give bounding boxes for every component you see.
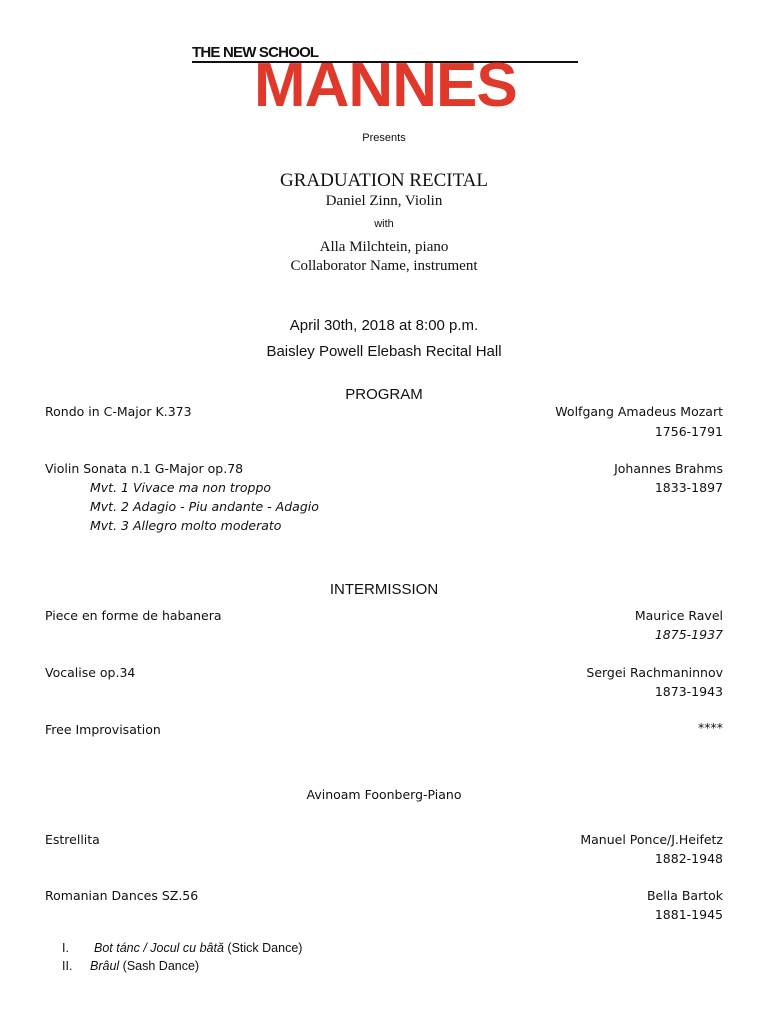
piece-composer: Maurice Ravel (634, 608, 723, 623)
piece-title: Rondo in C-Major K.373 (45, 404, 192, 419)
piece-years: 1882-1948 (654, 851, 723, 866)
piece-composer: **** (698, 720, 723, 735)
piece-composer: Bella Bartok (646, 888, 723, 903)
piece-title: Romanian Dances SZ.56 (45, 888, 199, 903)
piece-title: Piece en forme de habanera (45, 608, 222, 623)
pianist-credit: Avinoam Foonberg-Piano (306, 787, 462, 802)
piece-years: 1833-1897 (654, 480, 723, 495)
presents-text: Presents (362, 132, 406, 144)
piece-title: Estrellita (45, 832, 100, 847)
piece-composer: Manuel Ponce/J.Heifetz (580, 832, 723, 847)
movement-1: Mvt. 1 Vivace ma non troppo (90, 480, 272, 495)
piece-years: 1873-1943 (654, 684, 723, 699)
recital-title: GRADUATION RECITAL (280, 170, 488, 191)
movement-2: Mvt. 2 Adagio - Piu andante - Adagio (90, 499, 319, 514)
with-text: with (374, 218, 394, 230)
dance-2-name: Brâul (90, 959, 120, 973)
intermission-heading: INTERMISSION (329, 581, 439, 598)
dance-2-number: II. (62, 959, 73, 973)
dance-2-translation: (Sash Dance) (119, 959, 200, 973)
piece-composer: Wolfgang Amadeus Mozart (555, 404, 723, 419)
event-date: April 30th, 2018 at 8:00 p.m. (289, 317, 479, 334)
piece-title: Vocalise op.34 (45, 665, 136, 680)
dance-1-name: Bot tánc / Jocul cu bâtă (94, 941, 224, 955)
event-venue: Baisley Powell Elebash Recital Hall (266, 343, 502, 360)
piece-years: 1875-1937 (654, 627, 723, 642)
piece-composer: Sergei Rachmaninnov (586, 665, 723, 680)
dance-1 (94, 941, 302, 955)
piece-title: Free Improvisation (45, 722, 161, 737)
program-heading: PROGRAM (345, 386, 423, 403)
collaborator-1: Alla Milchtein, piano (319, 239, 449, 255)
collaborator-2: Collaborator Name, instrument (290, 258, 478, 274)
logo-main-text: MANNES (254, 51, 517, 120)
logo-top-text: THE NEW SCHOOL (192, 44, 319, 61)
piece-years: 1756-1791 (654, 424, 723, 439)
dance-1-number: I. (62, 941, 69, 955)
piece-composer: Johannes Brahms (614, 461, 723, 476)
performer: Daniel Zinn, Violin (325, 193, 443, 209)
dance-1-translation: (Stick Dance) (223, 941, 303, 955)
dance-2 (90, 959, 199, 973)
movement-3: Mvt. 3 Allegro molto moderato (90, 518, 282, 533)
piece-title: Violin Sonata n.1 G-Major op.78 (45, 461, 244, 476)
piece-years: 1881-1945 (654, 907, 723, 922)
